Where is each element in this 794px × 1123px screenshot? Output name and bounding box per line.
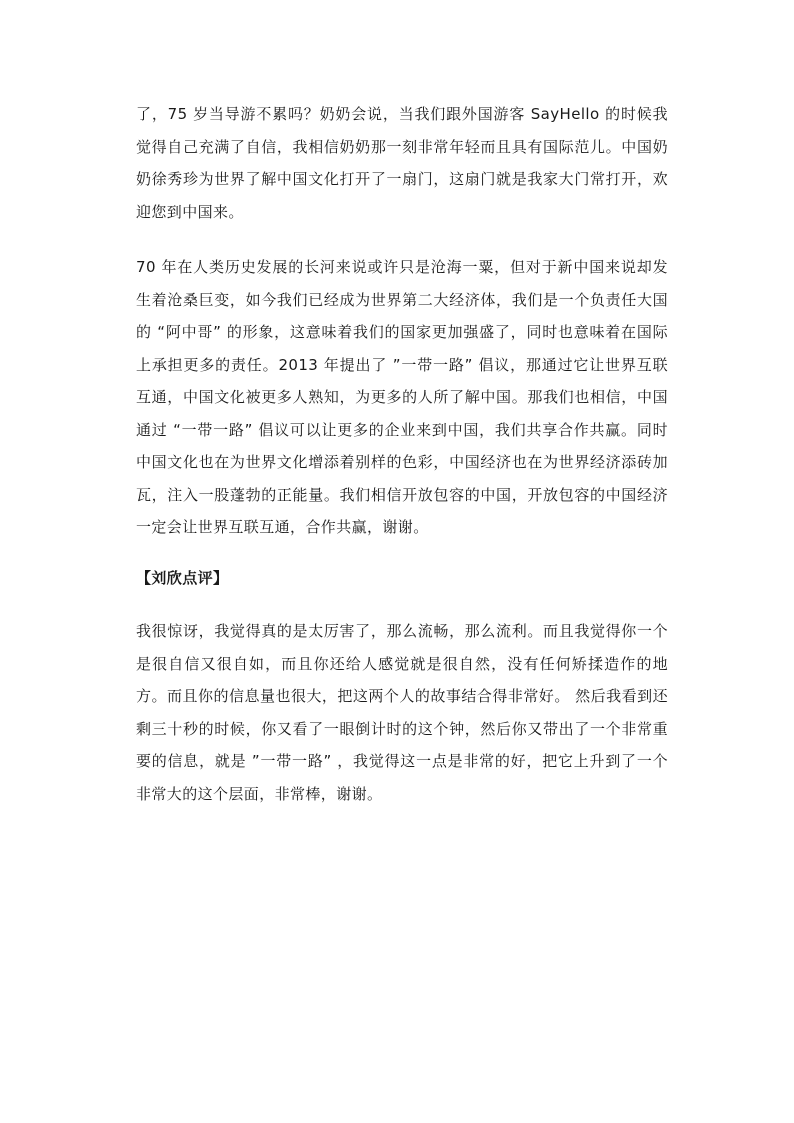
review-heading: 【刘欣点评】 bbox=[136, 568, 229, 587]
document-page bbox=[136, 98, 668, 828]
body-paragraph-seventy-years: 70 年在人类历史发展的长河来说或许只是沧海一粟，但对于新中国来说却发生着沧桑巨变，如今我们已经成为世界第二大经济体，我们是一个负责任大国的 “阿中哥” 的形象，这意味着我们的国家更加强盛了，同时也意味着在国际上承担更多的责任。2013 年提出了 ”一带一路” 倡议，那通过它让世界互联互通，中国文化被更多人熟知，为更多的人所了解中国。那我们也相信，中国通过 “一带一路” 倡议可以让更多的企业来到中国，我们共享合作共赢。同时中国文化也在为世界文化增添着别样的色彩，中国经济也在为世界经济添砖加瓦，注入一股蓬勃的正能量。我们相信开放包容的中国，开放包容的中国经济一定会让世界互联互通，合作共赢，谢谢。 bbox=[136, 258, 668, 536]
review-paragraph: 我很惊讶，我觉得真的是太厉害了，那么流畅，那么流利。而且我觉得你一个是很自信又很自如，而且你还给人感觉就是很自然，没有任何矫揉造作的地方。而且你的信息量也很大，把这两个人的故事结合得非常好。 然后我看到还剩三十秒的时候，你又看了一眼倒计时的这个钟，然后你又带出了一个非常重要的信息，就是 ”一带一路” ，我觉得这一点是非常的好，把它上升到了一个非常大的这个层面，非常棒，谢谢。 bbox=[136, 622, 668, 803]
body-paragraph-grandma-guide: 了，75 岁当导游不累吗？奶奶会说，当我们跟外国游客 SayHello 的时候我觉得自己充满了自信，我相信奶奶那一刻非常年轻而且具有国际范儿。中国奶奶徐秀珍为世界了解中国文化打开了一扇门，这扇门就是我家大门常打开，欢迎您到中国来。 bbox=[136, 105, 668, 221]
